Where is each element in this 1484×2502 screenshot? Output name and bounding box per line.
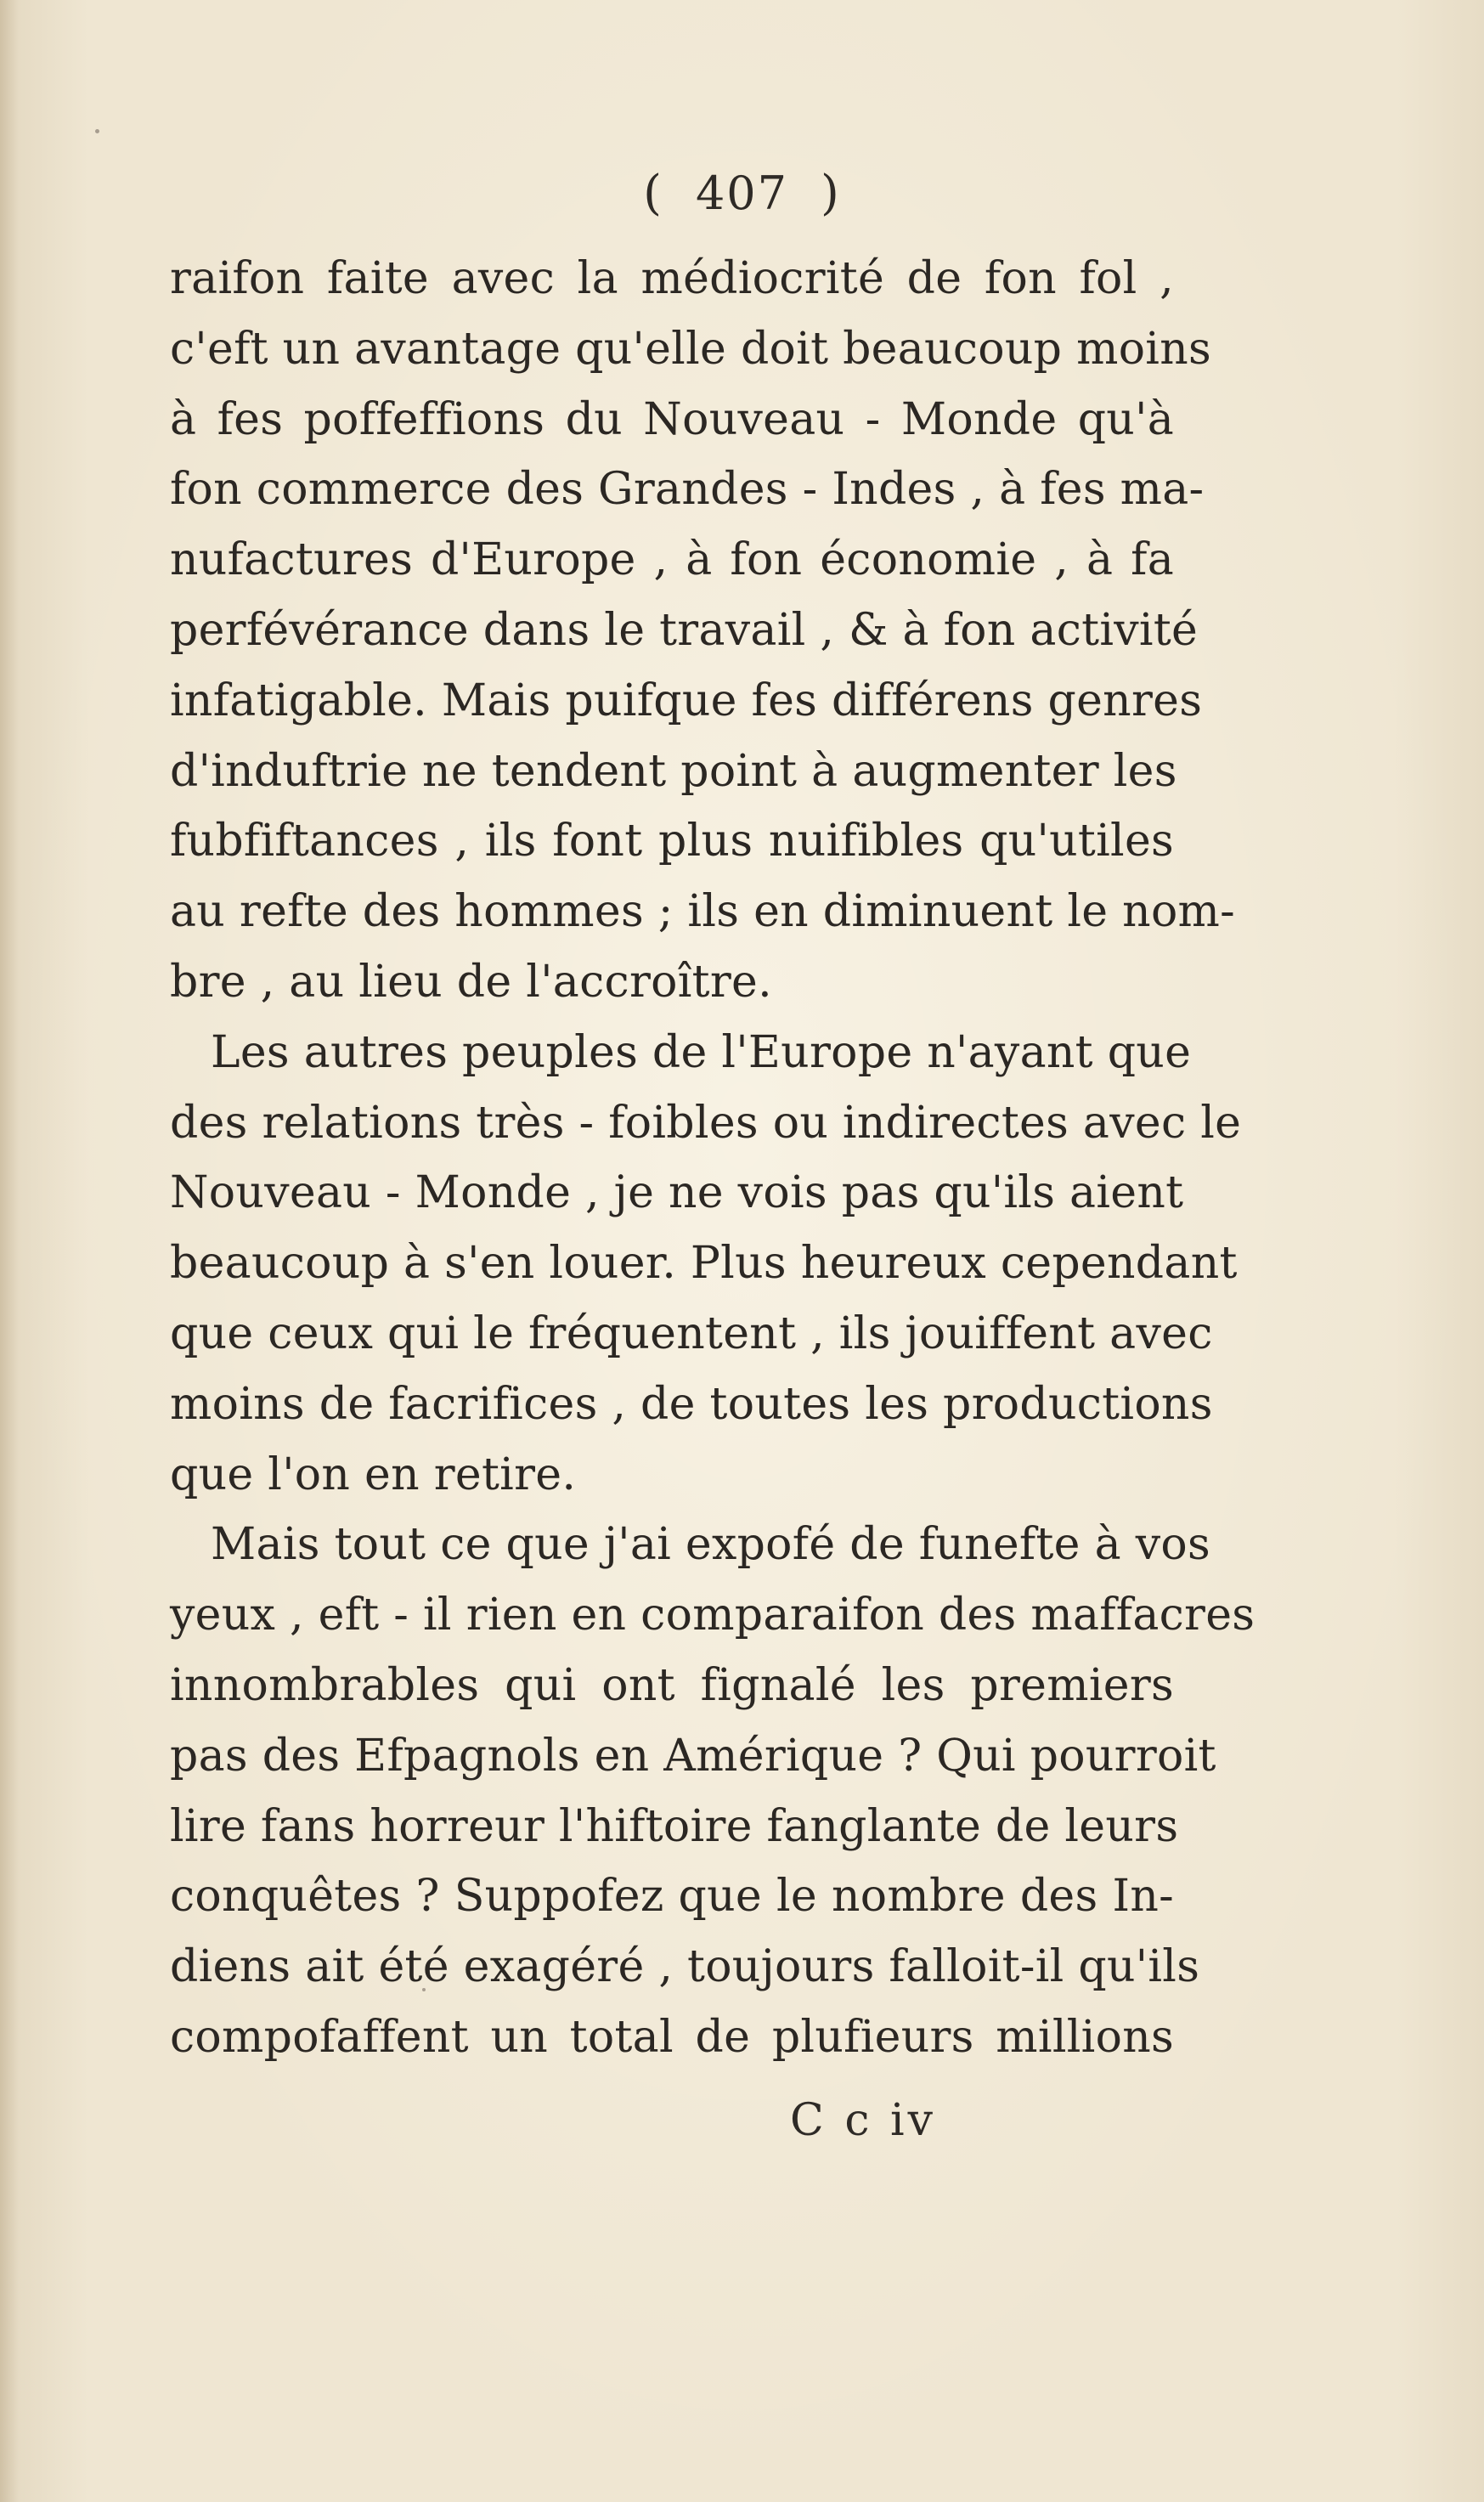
- header-close-paren: ): [821, 166, 841, 221]
- text-line: d'induftrie ne tendent point à augmenter les: [170, 745, 1177, 797]
- text-line: moins de facrifices , de toutes les productions: [170, 1378, 1213, 1430]
- signature-mark: C c iv: [790, 2095, 936, 2146]
- text-line: compofaffent un total de plufieurs millions: [170, 2011, 1174, 2063]
- text-line: perfévérance dans le travail , & à fon activité: [170, 604, 1199, 656]
- body-text: [170, 244, 1255, 2073]
- text-line: pas des Efpagnols en Amérique ? Qui pourroit: [170, 1730, 1216, 1782]
- page-number: 407: [695, 167, 789, 220]
- header-open-paren: (: [643, 166, 663, 221]
- text-line-paragraph-start: Les autres peuples de l'Europe n'ayant que: [211, 1026, 1192, 1078]
- text-line: diens ait été exagéré , toujours falloit-il qu'ils: [170, 1941, 1200, 1993]
- text-line: conquêtes ? Suppofez que le nombre des In-: [170, 1871, 1174, 1923]
- paper-speck: [95, 129, 99, 133]
- page-header: [0, 166, 1484, 221]
- text-line-paragraph-end: bre , au lieu de l'accroître.: [170, 956, 772, 1008]
- text-line: yeux , eft - il rien en comparaifon des maffacres: [170, 1590, 1255, 1641]
- text-line: Nouveau - Monde , je ne vois pas qu'ils aient: [170, 1167, 1184, 1219]
- text-line: nufactures d'Europe , à fon économie , à fa: [170, 534, 1174, 586]
- text-line: innombrables qui ont fignalé les premiers: [170, 1659, 1174, 1711]
- text-line: que ceux qui le fréquentent , ils jouiffent avec: [170, 1307, 1213, 1359]
- text-line: des relations très - foibles ou indirectes avec le: [170, 1097, 1242, 1149]
- text-line-paragraph-end: que l'on en retire.: [170, 1449, 577, 1500]
- text-line: au refte des hommes ; ils en diminuent le nom-: [170, 886, 1236, 938]
- page-gutter-shadow: [0, 0, 19, 2502]
- text-line: à fes poffeffions du Nouveau - Monde qu'à: [170, 393, 1174, 445]
- text-line-paragraph-start: Mais tout ce que j'ai expofé de funefte à vos: [211, 1519, 1210, 1571]
- text-line: lire fans horreur l'hiftoire fanglante de leurs: [170, 1800, 1179, 1852]
- text-line: infatigable. Mais puifque fes différens genres: [170, 675, 1203, 726]
- text-line: beaucoup à s'en louer. Plus heureux cependant: [170, 1238, 1238, 1290]
- text-line: fon commerce des Grandes - Indes , à fes ma-: [170, 464, 1205, 516]
- text-line: fubfiftances , ils font plus nuifibles qu'utiles: [170, 816, 1174, 867]
- text-line: c'eft un avantage qu'elle doit beaucoup moins: [170, 323, 1212, 375]
- text-line: raifon faite avec la médiocrité de fon fol ,: [170, 253, 1174, 304]
